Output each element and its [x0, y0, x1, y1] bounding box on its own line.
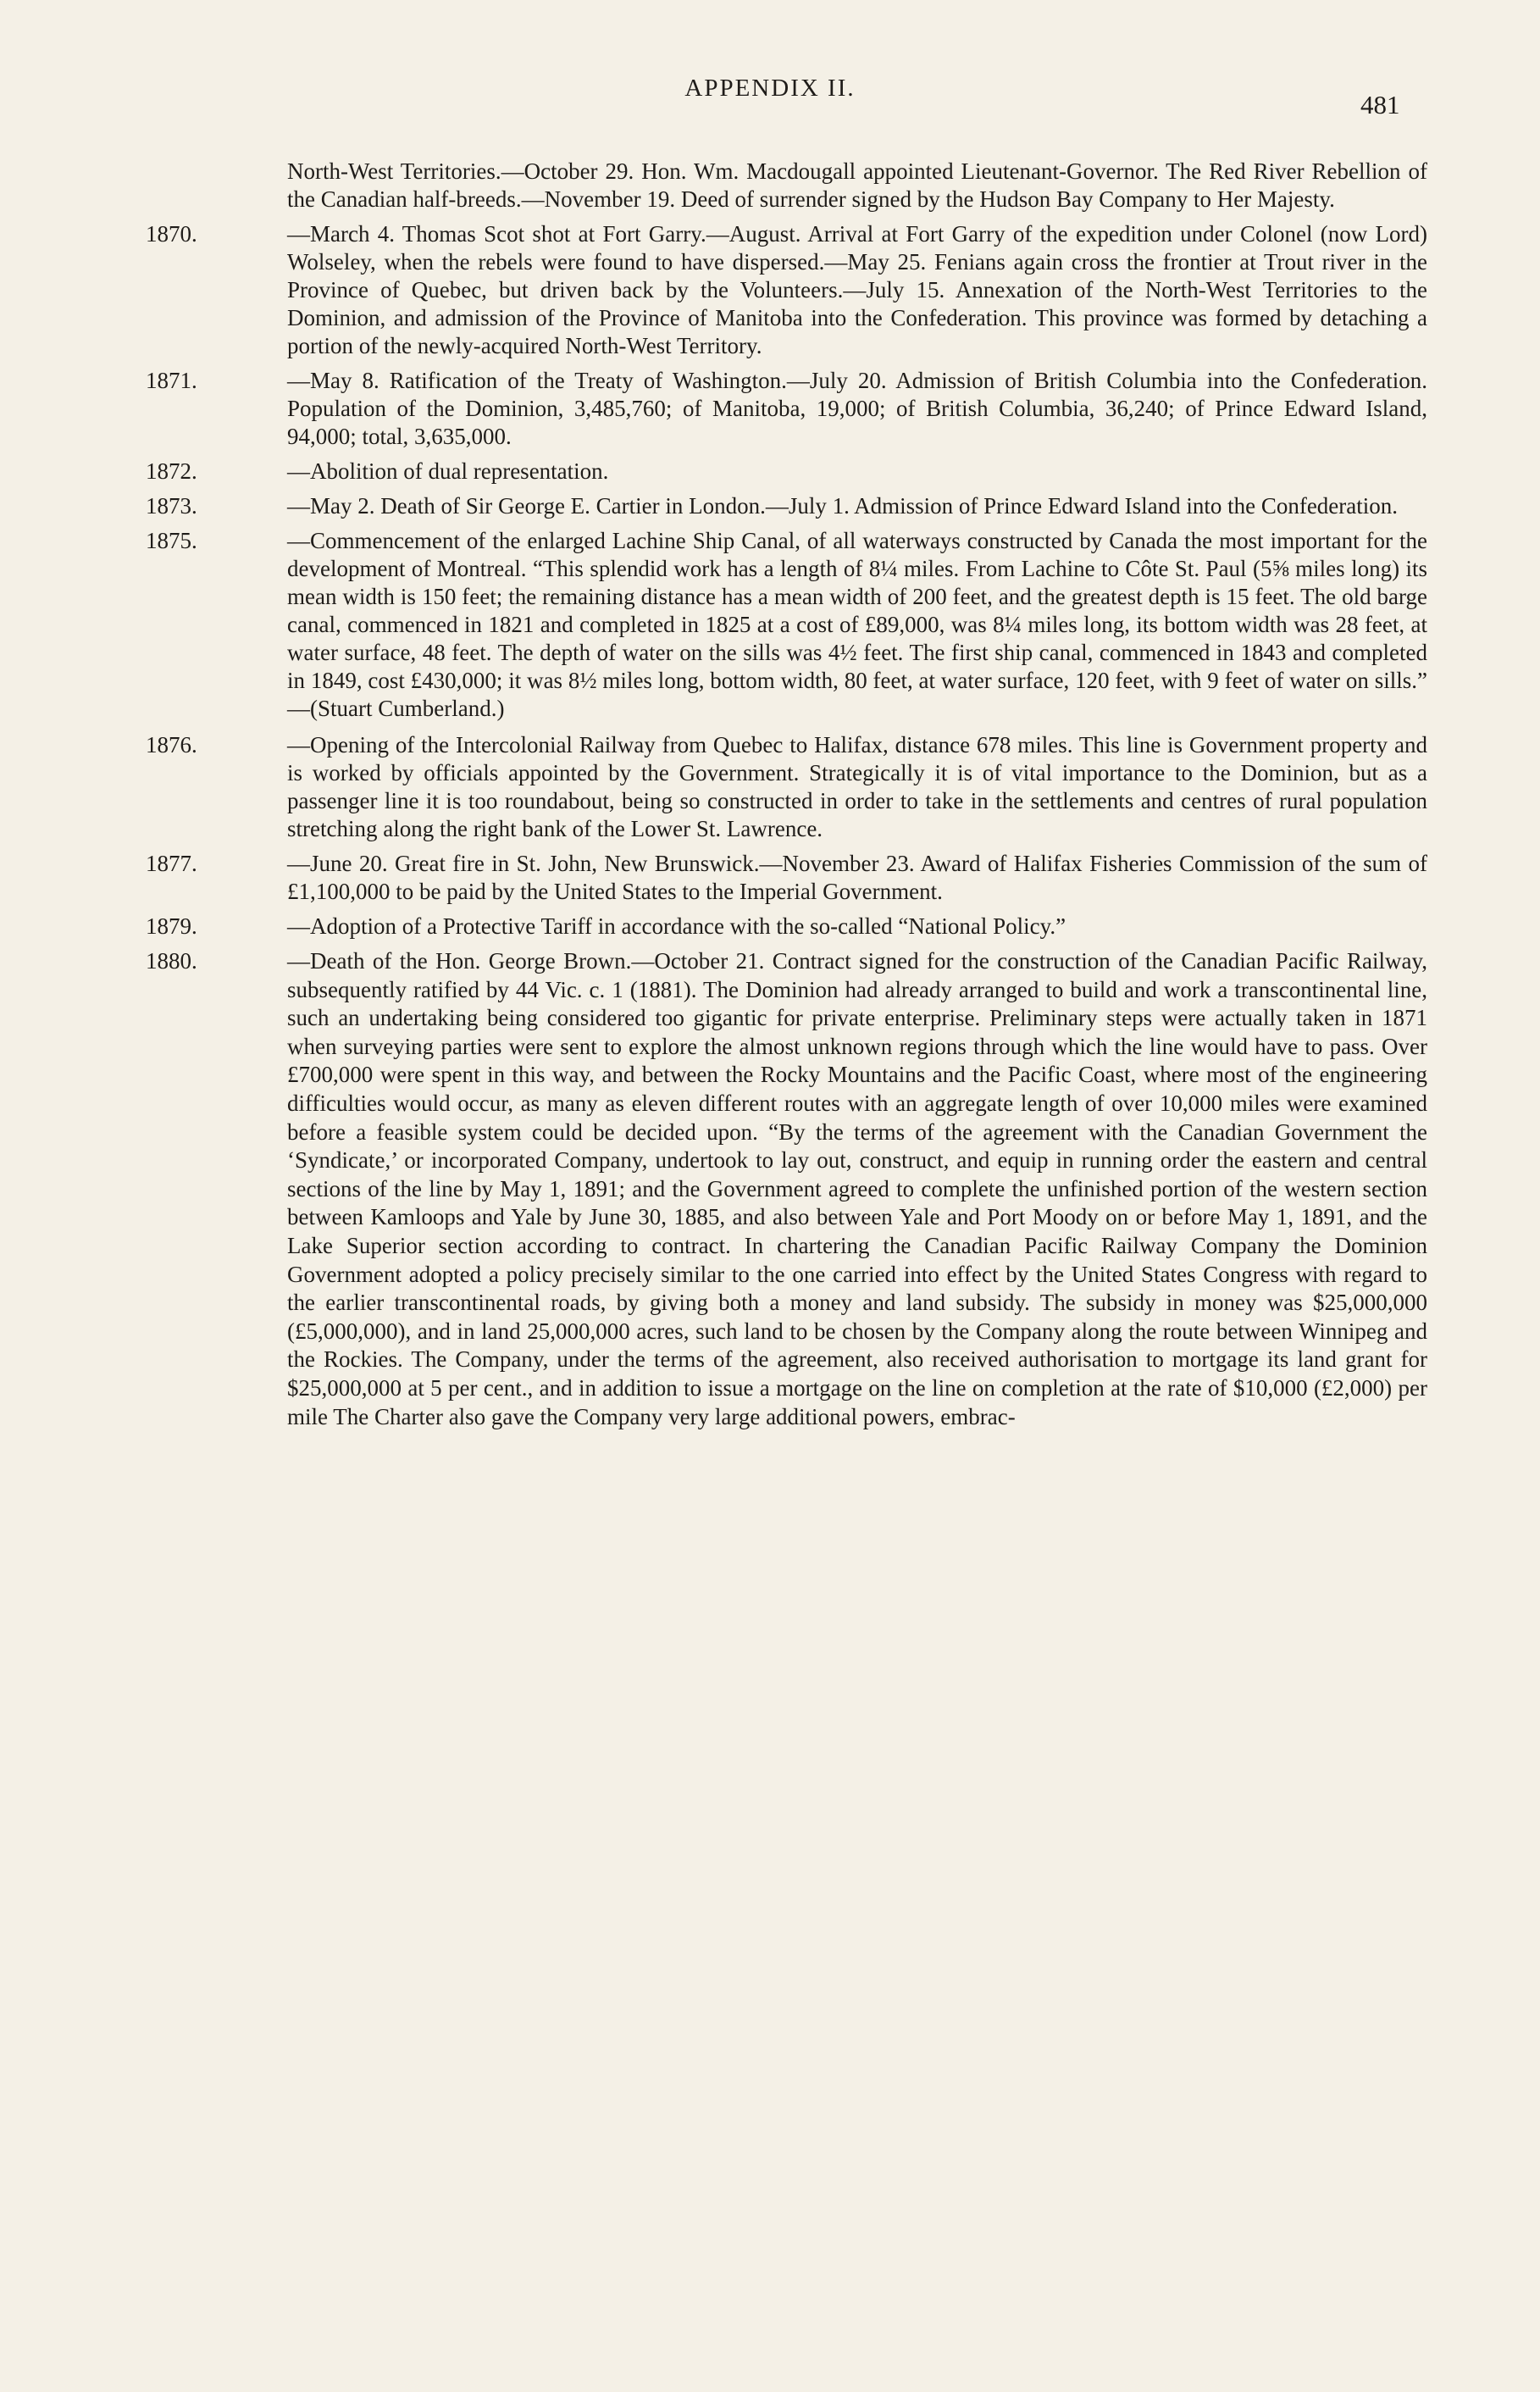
chronology-text — [146, 158, 1427, 1438]
entry-text: —Death of the Hon. George Brown.—October 21. Contract signed for the construction of the Canadian Pacific Railway, subsequently ratified by 44 Vic. c. 1 (1881). The Dominion had already arranged to build and work a transcontinental line, such an undertaking being considered too gigantic for private enterprise. Preliminary steps were actually taken in 1871 when surveying parties were sent to explore the almost unknown regions through which the line would have to pass. Over £700,000 were spent in this way, and between the Rocky Mountains and the Pacific Coast, where most of the engineering difficulties would occur, as many as eleven different routes with an aggregate length of over 10,000 miles were examined before a feasible system could be decided upon. “By the terms of the agreement with the Canadian Government the ‘Syndicate,’ or incorporated Company, undertook to lay out, construct, and equip in running order the eastern and central sections of the line by May 1, 1891; and the Government agreed to complete the unfinished portion of the western section between Kamloops and Yale by June 30, 1885, and also between Yale and Port Moody on or before May 1, 1891, and the Lake Superior section according to contract. In chartering the Canadian Pacific Railway Company the Dominion Government adopted a policy precisely similar to the one carried into effect by the United States Congress with regard to the earlier transcontinental roads, by giving both a money and land subsidy. The subsidy in money was $25,000,000 (£5,000,000), and in land 25,000,000 acres, such land to be chosen by the Company along the route between Winnipeg and the Rockies. The Company, under the terms of the agreement, also received authorisation to mortgage its land grant for $25,000,000 at 5 per cent., and in addition to issue a mortgage on the line on completion at the rate of $10,000 (£2,000) per mile The Charter also gave the Company very large additional powers, embrac- — [287, 948, 1427, 1429]
entry-year: 1871. — [146, 368, 197, 393]
entry-text: —Opening of the Intercolonial Railway from Quebec to Halifax, distance 678 miles. This line is Government property and is worked by officials appointed by the Government. Strategically it is of vital importance to the Dominion, but as a passenger line it is too roundabout, being so constructed in order to take in the settlements and centres of rural population stretching along the right bank of the Lower St. Lawrence. — [287, 732, 1427, 841]
entry-year: 1880. — [146, 948, 197, 974]
entry-year: 1870. — [146, 221, 197, 247]
chronology-entry — [267, 158, 1427, 214]
entry-text: —May 2. Death of Sir George E. Cartier in London.—July 1. Admission of Prince Edward Island into the Confederation. — [287, 493, 1399, 519]
entry-text: —June 20. Great fire in St. John, New Brunswick.—November 23. Award of Halifax Fisheries Commission of the sum of £1,100,000 to be paid by the United States to the Imperial Government. — [287, 851, 1427, 904]
chronology-entry-1872 — [146, 458, 1427, 486]
entry-text: —March 4. Thomas Scot shot at Fort Garry.—August. Arrival at Fort Garry of the expedition under Colonel (now Lord) Wolseley, when the rebels were found to have dispersed.—May 25. Fenians again cross the frontier at Trout river in the Province of Quebec, but driven back by the Volunteers.—July 15. Annexation of the North-West Territories to the Dominion, and admission of the Province of Manitoba into the Confederation. This province was formed by detaching a portion of the newly-acquired North-West Territory. — [287, 221, 1427, 358]
chronology-entry-1875 — [146, 527, 1427, 723]
entry-year: 1877. — [146, 851, 197, 876]
entry-text: —Adoption of a Protective Tariff in accordance with the so-called “National Policy.” — [287, 913, 1066, 939]
chronology-entry-1879 — [146, 913, 1427, 941]
chronology-entry-1871 — [146, 367, 1427, 451]
chronology-entry-1876 — [146, 731, 1427, 843]
running-head: APPENDIX II. — [684, 75, 856, 102]
page-number: 481 — [1360, 90, 1400, 119]
entry-text: —May 8. Ratification of the Treaty of Washington.—July 20. Admission of British Columbia into the Confederation. Population of the Dominion, 3,485,760; of Manitoba, 19,000; of British Columbia, 36,240; of Prince Edward Island, 94,000; total, 3,635,000. — [287, 368, 1427, 449]
entry-year: 1872. — [146, 458, 197, 484]
chronology-entry-1880 — [146, 947, 1427, 1431]
chronology-entry-1870 — [146, 220, 1427, 360]
entry-text: —Commencement of the enlarged Lachine Ship Canal, of all waterways constructed by Canada the most important for the development of Montreal. “This splendid work has a length of 8¼ miles. From Lachine to Côte St. Paul (5⅝ miles long) its mean width is 150 feet; the remaining distance has a mean width of 200 feet, and the greatest depth is 15 feet. The old barge canal, commenced in 1821 and completed in 1825 at a cost of £89,000, was 8¼ miles long, its bottom width was 28 feet, at water surface, 48 feet. The depth of water on the sills was 4½ feet. The first ship canal, commenced in 1843 and completed in 1849, cost £430,000; it was 8½ miles long, bottom width, 80 feet, at water surface, 120 feet, with 9 feet of water on sills.” —(Stuart Cumberland.) — [287, 528, 1427, 721]
entry-text: North-West Territories.—October 29. Hon. Wm. Macdougall appointed Lieutenant-Governor. The Red River Rebellion of the Canadian half-breeds.—November 19. Deed of surrender signed by the Hudson Bay Company to Her Majesty. — [287, 158, 1427, 212]
entry-year: 1875. — [146, 528, 197, 553]
entry-year: 1879. — [146, 913, 197, 939]
chronology-entry-1877 — [146, 850, 1427, 906]
entry-text: —Abolition of dual representation. — [287, 458, 609, 484]
entry-year: 1876. — [146, 732, 197, 758]
chronology-entry-1873 — [146, 492, 1427, 520]
entry-year: 1873. — [146, 493, 197, 519]
